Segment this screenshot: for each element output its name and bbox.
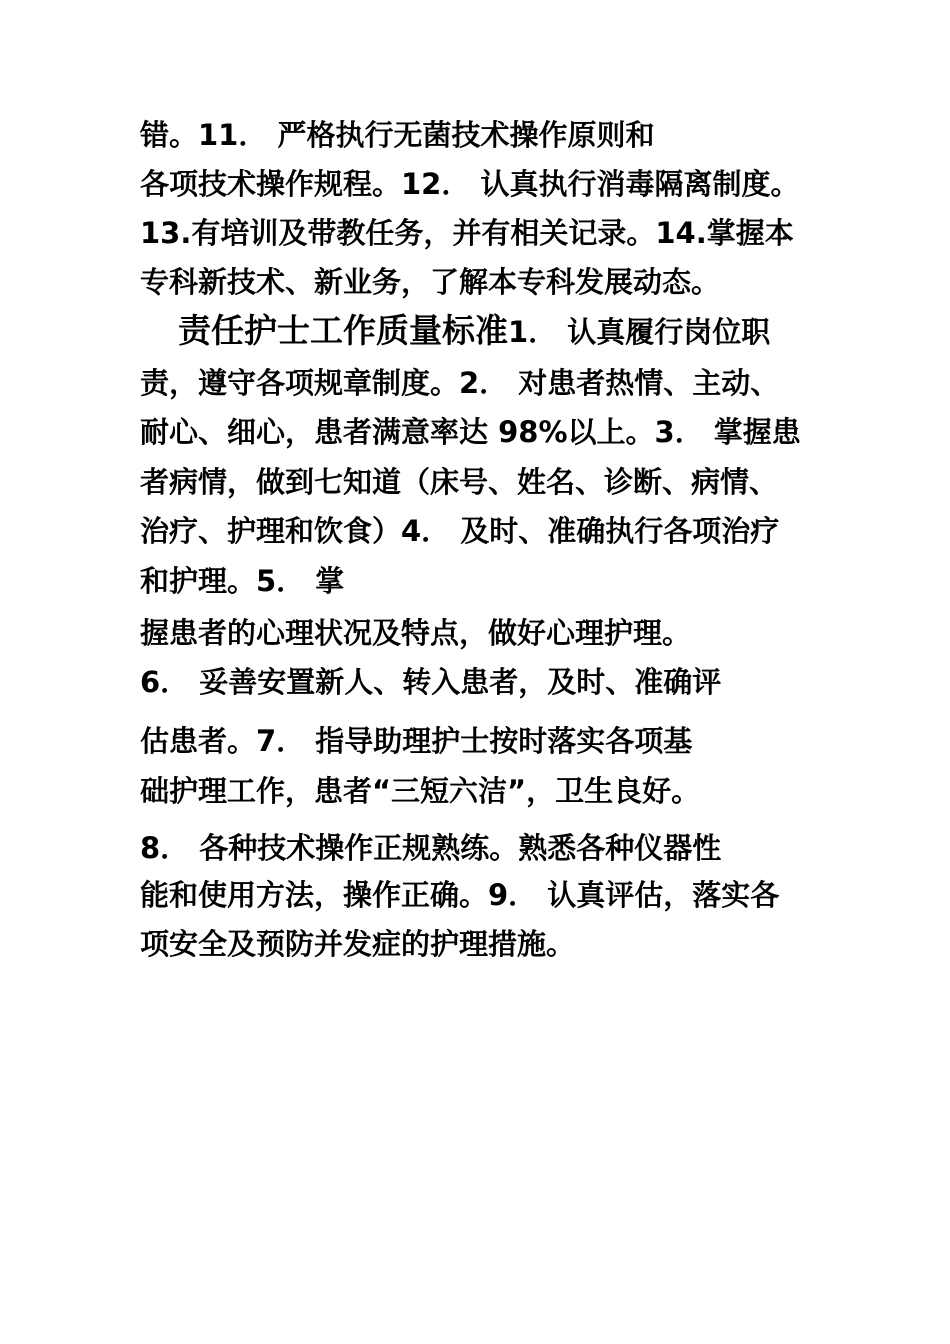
text-line-16: 能和使用方法，操作正确。9． 认真评估，落实各	[140, 878, 780, 912]
text-line-1: 错。11． 严格执行无菌技术操作原则和	[140, 118, 655, 152]
text-line-3: 13.有培训及带教任务，并有相关记录。14.掌握本	[140, 216, 794, 250]
text-line-10: 和护理。5． 掌	[140, 564, 345, 598]
text-line-7: 耐心、细心，患者满意率达 98%以上。3． 掌握患	[140, 415, 801, 449]
text-line-12: 6． 妥善安置新人、转入患者，及时、准确评	[140, 665, 722, 699]
text-line-4: 专科新技术、新业务，了解本专科发展动态。	[140, 265, 721, 299]
section-heading-line	[178, 313, 770, 350]
heading-line-continuation: 1． 认真履行岗位职	[508, 315, 771, 349]
text-line-11: 握患者的心理状况及特点，做好心理护理。	[140, 616, 692, 650]
text-line-15: 8． 各种技术操作正规熟练。熟悉各种仪器性	[140, 831, 722, 865]
text-line-13: 估患者。7． 指导助理护士按时落实各项基	[140, 724, 693, 758]
text-line-6: 责，遵守各项规章制度。2． 对患者热情、主动、	[140, 366, 780, 400]
text-line-8: 者病情，做到七知道（床号、姓名、诊断、病情、	[140, 465, 779, 499]
section-heading: 责任护士工作质量标准	[178, 311, 508, 350]
text-line-2: 各项技术操作规程。12． 认真执行消毒隔离制度。	[140, 167, 800, 201]
text-line-9: 治疗、护理和饮食）4． 及时、准确执行各项治疗	[140, 514, 780, 548]
text-line-17: 项安全及预防并发症的护理措施。	[140, 927, 576, 961]
text-line-14: 础护理工作，患者“三短六洁”，卫生良好。	[140, 774, 701, 808]
